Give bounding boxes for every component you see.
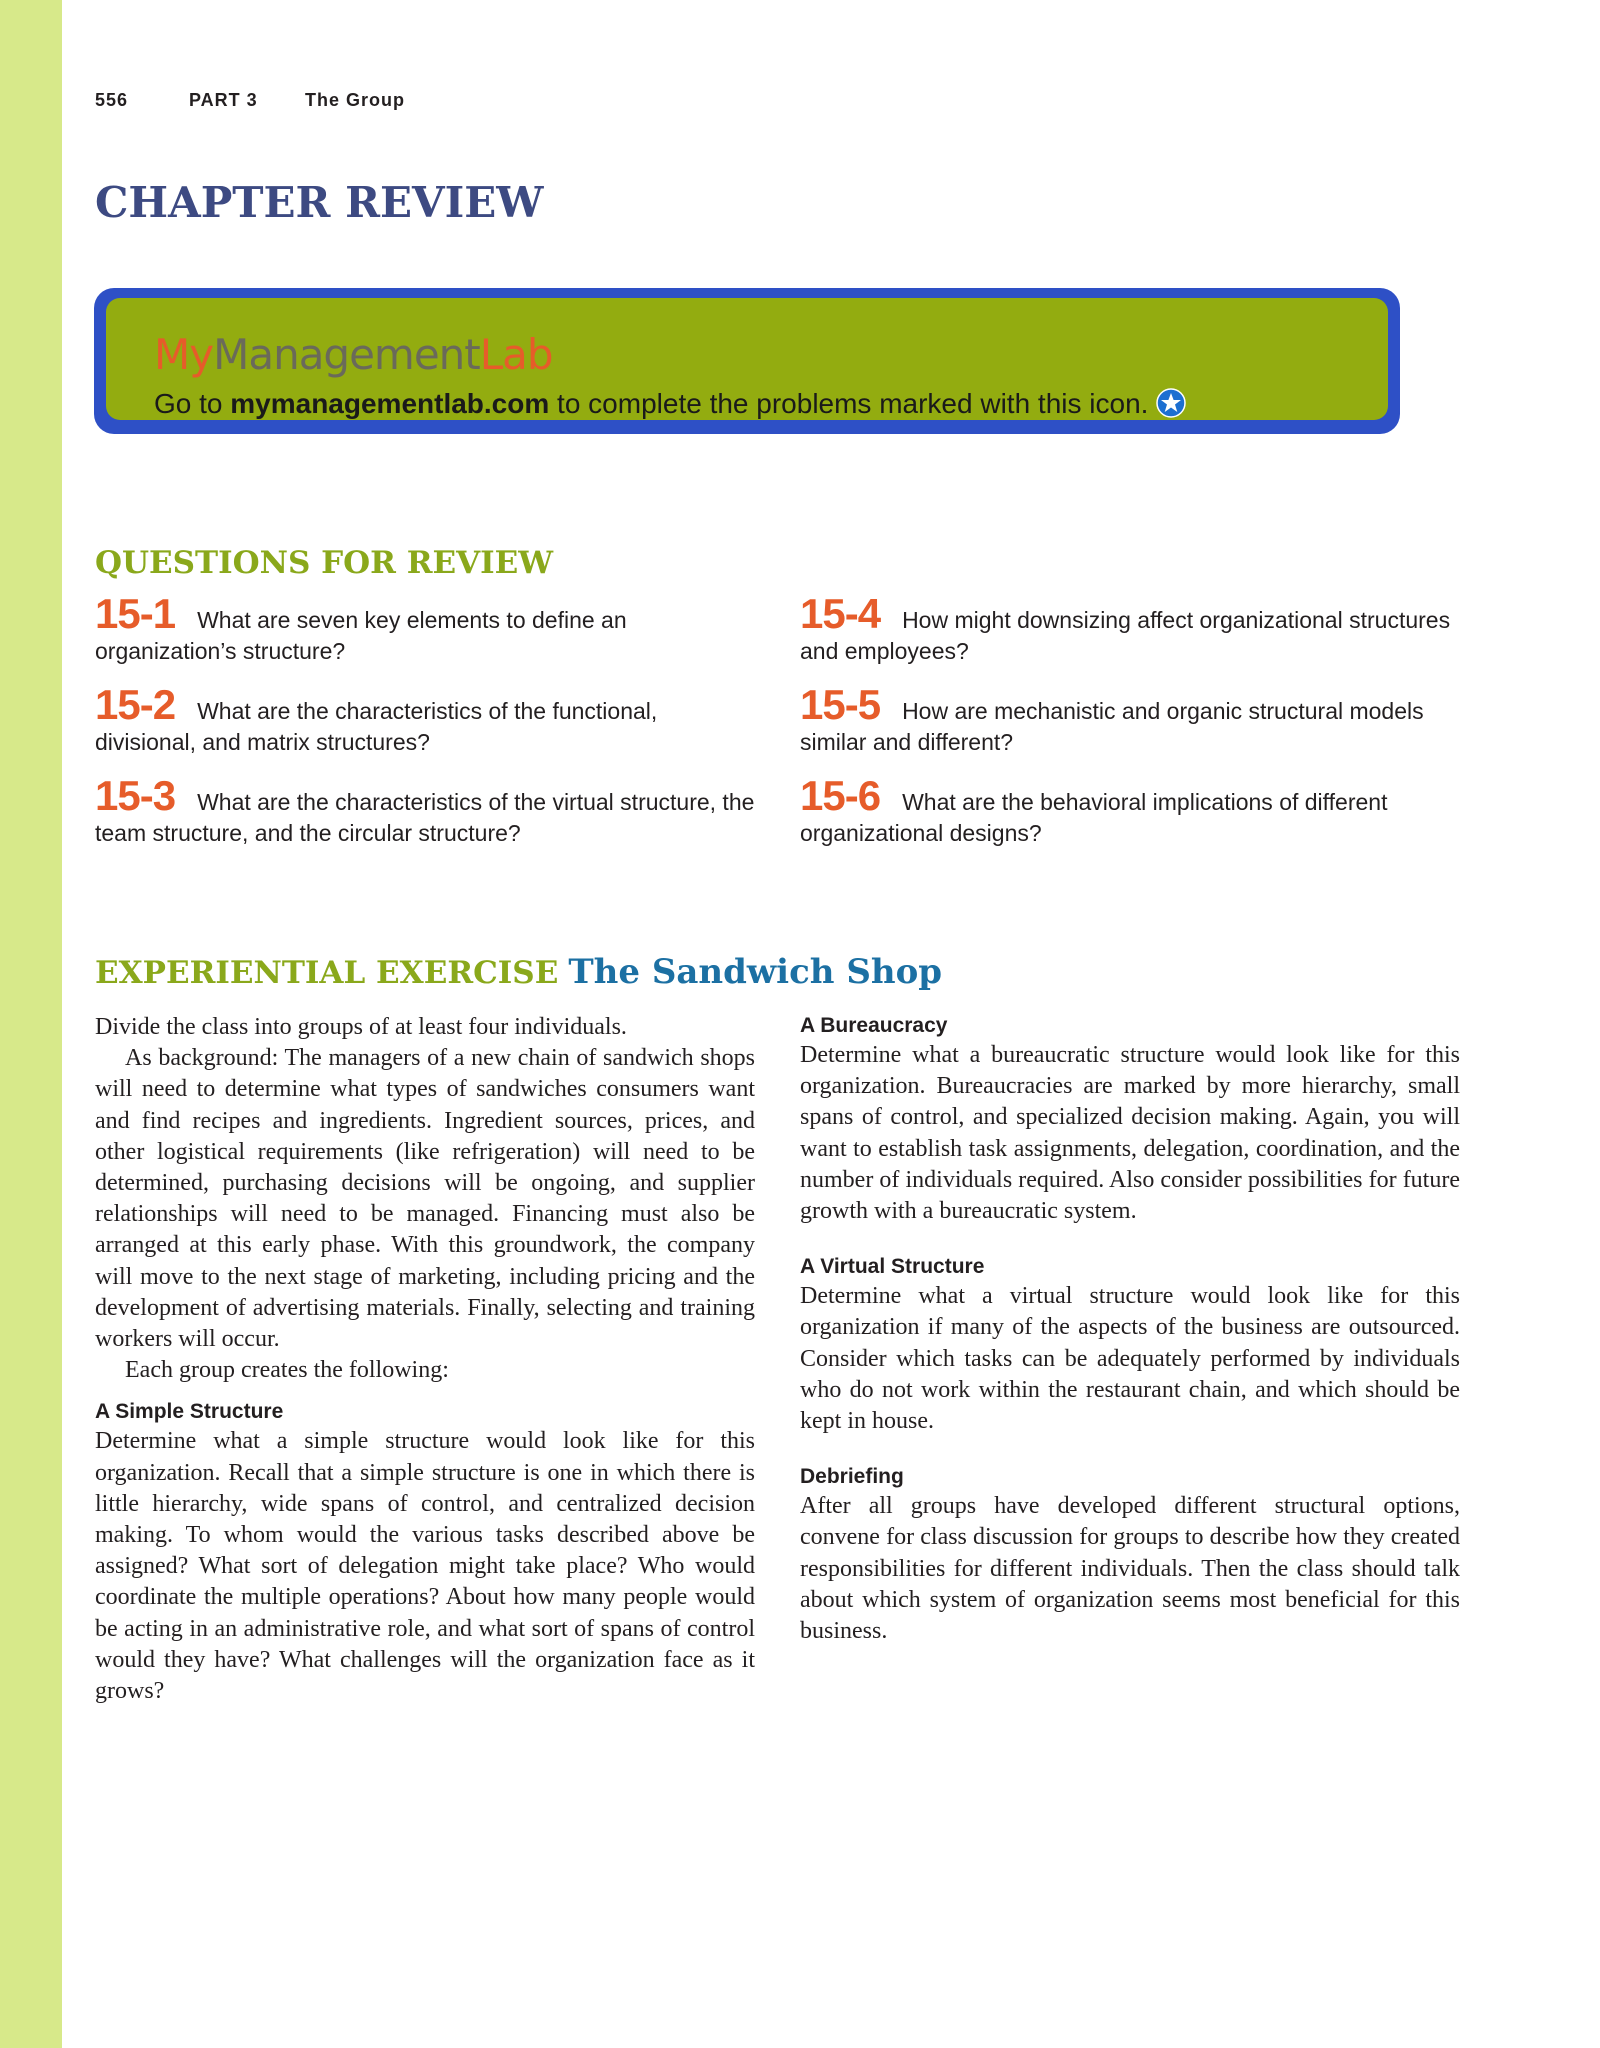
part-label: PART 3	[189, 90, 258, 110]
question-text: How might downsizing affect organizational structures and employees?	[800, 607, 1451, 664]
question-item	[800, 681, 1460, 758]
banner-text-before: Go to	[154, 388, 231, 419]
logo-management: Management	[213, 330, 480, 379]
question-item	[95, 772, 755, 849]
question-item	[95, 681, 755, 758]
question-number: 15-5	[800, 681, 881, 728]
mymanagementlab-logo	[154, 330, 553, 379]
question-text: What are the characteristics of the virtual structure, the team structure, and the circular structure?	[95, 789, 755, 846]
chapter-title: CHAPTER REVIEW	[95, 178, 544, 227]
banner-panel	[106, 298, 1388, 420]
question-number: 15-4	[800, 590, 881, 637]
page-margin-band	[0, 0, 62, 2048]
exercise-title: The Sandwich Shop	[568, 952, 943, 992]
debriefing-heading: Debriefing	[800, 1465, 904, 1489]
exercise-intro: Divide the class into groups of at least four individuals.	[95, 1014, 627, 1040]
question-text: How are mechanistic and organic structural models similar and different?	[800, 698, 1424, 755]
question-item	[800, 590, 1460, 667]
exercise-column-left	[95, 1012, 755, 1707]
question-item	[95, 590, 755, 667]
bureaucracy-heading: A Bureaucracy	[800, 1014, 948, 1037]
question-number: 15-6	[800, 772, 881, 819]
part-title: The Group	[305, 90, 405, 110]
banner-link[interactable]: mymanagementlab.com	[230, 388, 550, 419]
page-number: 556	[95, 90, 129, 110]
exercise-label: EXPERIENTIAL EXERCISE	[95, 955, 559, 991]
question-number: 15-3	[95, 772, 176, 819]
mymanagementlab-banner	[94, 288, 1400, 434]
question-text: What are seven key elements to define an organization’s structure?	[95, 607, 627, 664]
simple-structure-heading: A Simple Structure	[95, 1400, 284, 1424]
simple-structure-text: Determine what a simple structure would look like for this organization. Recall that a simple structure is one in which there is little hierarchy, wide spans of control, and centralized decision making. To whom would the various tasks described above be assigned? What sort of delegation might take place? Who would coordinate the multiple operations? About how many people would be acting in an administrative role, and what sort of spans of control would they have? What challenges will the organization face as it grows?	[95, 1428, 755, 1705]
question-text: What are the characteristics of the functional, divisional, and matrix structures?	[95, 698, 658, 755]
question-item	[800, 772, 1460, 849]
virtual-structure-heading: A Virtual Structure	[800, 1255, 985, 1279]
logo-lab: Lab	[479, 330, 553, 379]
star-icon	[1156, 388, 1186, 418]
question-number: 15-1	[95, 590, 176, 637]
logo-my: My	[154, 330, 214, 379]
question-text: What are the behavioral implications of different organizational designs?	[800, 789, 1388, 846]
bureaucracy-text: Determine what a bureaucratic structure would look like for this organization. Bureaucracies are marked by more hierarchy, small spans of control, and specialized decision making. Again, you will want to establish task assignments, delegation, coordination, and the number of individuals required. Also consider possibilities for future growth with a bureaucratic system.	[800, 1042, 1460, 1225]
running-header	[95, 90, 405, 111]
virtual-structure-text: Determine what a virtual structure would look like for this organization if many of the aspects of the business are outsourced. Consider which tasks can be adequately performed by individuals who do not work within the restaurant chain, and which should be kept in house.	[800, 1283, 1460, 1435]
questions-column-left	[95, 590, 755, 871]
debriefing-text: After all groups have developed different structural options, convene for class discussion for groups to describe how they created responsibilities for different individuals. Then the class should talk about which system of organization seems most beneficial for this business.	[800, 1493, 1460, 1645]
exercise-heading	[95, 952, 942, 992]
exercise-column-right	[800, 1012, 1460, 1647]
questions-column-right	[800, 590, 1460, 871]
exercise-creates: Each group creates the following:	[125, 1357, 449, 1384]
banner-instruction	[154, 388, 1186, 420]
questions-heading: QUESTIONS FOR REVIEW	[95, 545, 554, 581]
question-number: 15-2	[95, 681, 176, 728]
exercise-background: As background: The managers of a new chain of sandwich shops will need to determine what types of sandwiches consumers want and find recipes and ingredients. Ingredient sources, prices, and other logistical requirements (like refrigeration) will need to be determined, purchasing decisions will be ongoing, and supplier relationships will need to be managed. Financing must also be arranged at this early phase. With this groundwork, the company will move to the next stage of marketing, including pricing and the development of advertising materials. Finally, selecting and training workers will occur.	[95, 1045, 755, 1353]
banner-text-after: to complete the problems marked with this icon.	[549, 388, 1149, 419]
